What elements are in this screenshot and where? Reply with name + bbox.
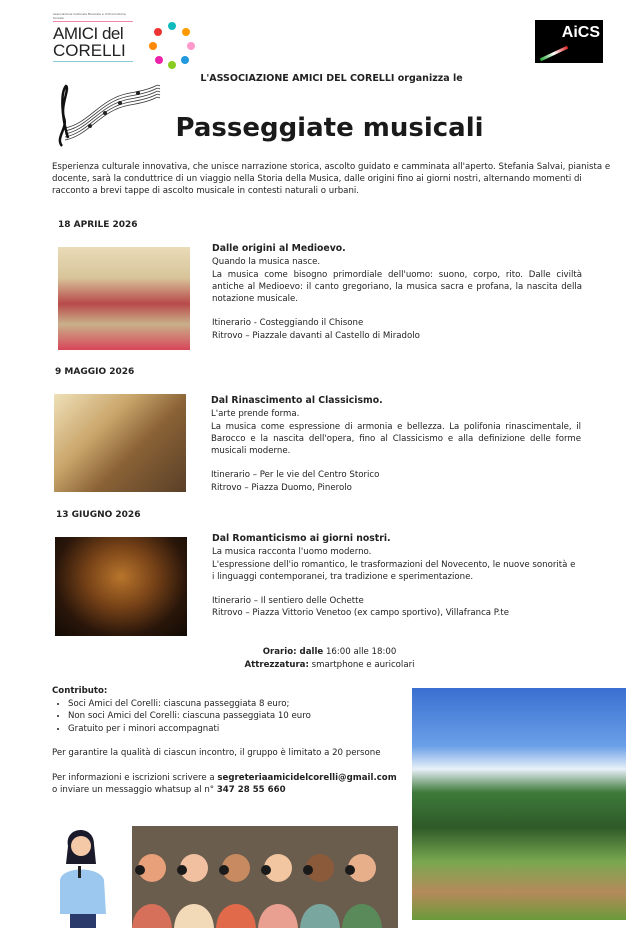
medieval-musicians-image [58, 247, 190, 350]
event-heading: Dal Romanticismo ai giorni nostri. [212, 533, 391, 544]
woman-with-microphone-illustration [50, 824, 122, 928]
event-body: L'espressione dell'io romantico, le trasformazioni del Novecento, le nuove sonorità e i linguaggi contemporanei, tra tradizione e sperimentazione. [212, 559, 576, 582]
event-heading: Dalle origini al Medioevo. [212, 243, 346, 254]
phone-number[interactable]: 347 28 55 660 [216, 785, 286, 795]
list-item: • Gratuito per i minori accompagnati [68, 723, 412, 736]
event-meeting-point: Ritrovo – Piazzale davanti al Castello di Miradolo [212, 330, 420, 341]
event-itinerary: Itinerario - Costeggiando il Chisone [212, 318, 364, 329]
event-subtitle: Quando la musica nasce. [212, 257, 321, 268]
event-subtitle: La musica racconta l'uomo moderno. [212, 547, 372, 558]
people-with-headphones-image [132, 826, 398, 928]
whatsapp-text: o inviare un messaggio whatsup al n° [52, 785, 217, 795]
schedule-label: Orario: dalle [262, 647, 324, 657]
info-text: Per informazioni e iscrizioni scrivere a [52, 772, 218, 783]
violin-still-life-image [55, 537, 187, 636]
event-description [212, 533, 577, 620]
event-heading: Dal Rinascimento al Classicismo. [211, 395, 383, 406]
event-body: La musica come espressione di armonia e bellezza. La polifonia rinascimentale, il Barocco e la nascita dell'opera, fino al Classicismo e alla definizione delle forme musicali moderne. [211, 421, 581, 457]
logo-tagline: Associazione Culturale Musicale e di Promozione Sociale [53, 12, 126, 20]
logo-line2: CORELLI [53, 41, 126, 60]
classical-concert-image [54, 394, 186, 492]
email-link[interactable]: segreteriaamicidelcorelli@gmail.com [217, 772, 397, 783]
event-meeting-point: Ritrovo – Piazza Vittorio Venetoo (ex campo sportivo), Villafranca P.te [212, 608, 510, 619]
aics-logo: AiCS [535, 20, 603, 63]
equipment-line [0, 660, 639, 670]
equipment-value: smartphone e auricolari [311, 660, 415, 670]
list-item: • Non soci Amici del Corelli: ciascuna passeggiata 10 euro [68, 710, 412, 723]
amici-del-corelli-logo [50, 10, 210, 68]
event-date: 18 APRILE 2026 [58, 220, 138, 230]
event-subtitle: L'arte prende forma. [211, 409, 300, 420]
equipment-label: Attrezzatura: [244, 660, 309, 670]
intro-paragraph: Esperienza culturale innovativa, che unisce narrazione storica, ascolto guidato e camminata all'aperto. Stefania Salvai, pianista e docente, sarà la conduttrice di un viaggio nella Storia della Musica, dalle origini fino ai giorni nostri, alternando momenti di racconto a brevi tappe di ascolto musicale in contesti naturali o urbani. [52, 162, 611, 197]
page-title: Passeggiate musicali [175, 113, 484, 143]
organizer-line: L'ASSOCIAZIONE AMICI DEL CORELLI organizza le [200, 73, 463, 84]
event-meeting-point: Ritrovo – Piazza Duomo, Pinerolo [211, 482, 352, 493]
headphones-people-illustration [132, 826, 398, 928]
event-description [212, 243, 582, 342]
schedule-line [0, 647, 639, 657]
event-itinerary: Itinerario – Per le vie del Centro Storico [211, 470, 380, 481]
logo-line1: AMICI del [53, 24, 124, 43]
event-date: 9 MAGGIO 2026 [55, 367, 135, 377]
contribution-label: Contributo: [52, 686, 108, 696]
list-item: • Soci Amici del Corelli: ciascuna passeggiata 8 euro; [68, 698, 412, 711]
schedule-value: 16:00 alle 18:00 [325, 647, 397, 657]
event-description [211, 395, 581, 494]
contribution-section [52, 685, 412, 797]
group-limit-note: Per garantire la qualità di ciascun incontro, il gruppo è limitato a 20 persone [52, 748, 381, 758]
people-circle-icon [147, 20, 197, 70]
landscape-path-image [412, 688, 626, 920]
event-date: 13 GIUGNO 2026 [56, 510, 141, 520]
event-body: La musica come bisogno primordiale dell'uomo: suono, corpo, rito. Dalle civiltà antiche al Medioevo: il canto gregoriano, la musica sacra e profana, la nascita della notazione musicale. [212, 269, 582, 305]
event-itinerary: Itinerario – Il sentiero delle Ochette [212, 596, 364, 607]
